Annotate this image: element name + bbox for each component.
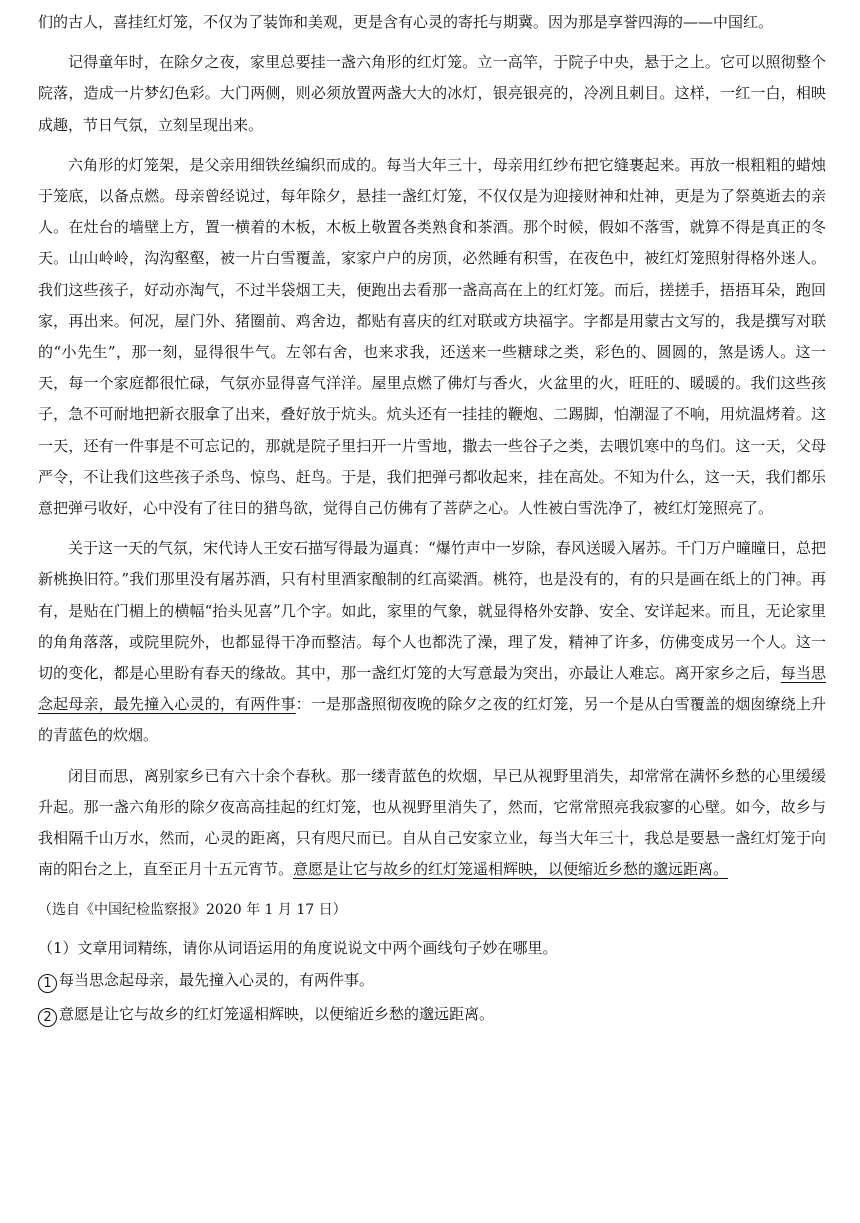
circled-number-1: 1 [38, 974, 57, 993]
circled-number-2: 2 [38, 1008, 57, 1027]
underlined-sentence-2: 意愿是让它与故乡的红灯笼遥相辉映，以便缩近乡愁的邈远距离。 [293, 860, 729, 879]
paragraph-4-text-a: 闭目而思，离别家乡已有六十余个春秋。那一缕青蓝色的炊烟，早已从视野里消失，却常常在满怀乡愁的心里缓缓升起。那一盏六角形的除夕夜高高挂起的红灯笼，也从视野里消失了，然而，它常常照亮我寂寥的心壁。如今，故乡与我相隔千山万水，然而，心灵的距离，只有咫尺而已。自从自己安家立业，每当大年三十，我总是要悬一盏红灯笼于向南的阳台之上，直至正月十五元宵节。 [38, 766, 826, 879]
paragraph-3-text-a: 关于这一天的气氛，宋代诗人王安石描写得最为逼真：“爆竹声中一岁除，春风送暖入屠苏。千门万户曈曈日，总把新桃换旧符。”我们那里没有屠苏酒，只有村里酒家酿制的红高粱酒。桃符，也是没有的，有的只是画在纸上的门神。再有，是贴在门楣上的横幅“抬头见喜”几个字。如此，家里的气象，就显得格外安静、安全、安详起来。而且，无论家里的角角落落，或院里院外，也都显得干净而整洁。每个人也都洗了澡，理了发，精神了许多，仿佛变成另一个人。这一切的变化，都是心里盼有春天的缘故。其中，那一盏红灯笼的大写意最为突出，亦最让人难忘。离开家乡之后， [38, 539, 826, 683]
question-prompt: （1）文章用词精练，请你从词语运用的角度说说文中两个画线句子妙在哪里。 [38, 939, 558, 958]
question-item-2-text: 意愿是让它与故乡的红灯笼遥相辉映，以便缩近乡愁的邈远距离。 [59, 1005, 495, 1024]
paragraph-4 [38, 761, 826, 886]
paragraph-2: 六角形的灯笼架，是父亲用细铁丝编织而成的。每当大年三十，母亲用红纱布把它缝裹起来。再放一根粗粗的蜡烛于笼底，以备点燃。母亲曾经说过，每年除夕，悬挂一盏红灯笼，不仅仅是为迎接财神和灶神，更是为了祭奠逝去的亲人。在灶台的墙壁上方，置一横着的木板，木板上敬置各类熟食和茶酒。那个时候，假如不落雪，就算不得是真正的冬天。山山岭岭，沟沟壑壑，被一片白雪覆盖，家家户户的房顶，必然睡有积雪，在夜色中，被红灯笼照射得格外迷人。我们这些孩子，好动亦淘气，不过半袋烟工夫，便跑出去看那一盏高高在上的红灯笼。而后，搓搓手，捂捂耳朵，跑回家，再出来。何况，屋门外、猪圈前、鸡舍边，都贴有喜庆的红对联或方块福字。字都是用蒙古文写的，我是撰写对联的“小先生”，那一刻，显得很牛气。左邻右舍，也来求我，还送来一些糖球之类，彩色的、圆圆的，煞是诱人。这一天，每一个家庭都很忙碌，气氛亦显得喜气洋洋。屋里点燃了佛灯与香火，火盆里的火，旺旺的、暖暖的。我们这些孩子，急不可耐地把新衣服拿了出来，叠好放于炕头。炕头还有一挂挂的鞭炮、二踢脚，怕潮湿了不响，用炕温烤着。这一天，还有一件事是不可忘记的，那就是院子里扫开一片雪地，撒去一些谷子之类，去喂饥寒中的鸟们。这一天，父母严令，不让我们这些孩子杀鸟、惊鸟、赶鸟。于是，我们把弹弓都收起来，挂在高处。不知为什么，这一天，我们都乐意把弹弓收好，心中没有了往日的猎鸟欲，觉得自己仿佛有了菩萨之心。人性被白雪洗净了，被红灯笼照亮了。 [38, 155, 826, 518]
underlined-sentence-1: 每当思念起母亲，最先撞入心灵的，有两件事 [38, 664, 826, 714]
source-citation: （选自《中国纪检监察报》2020 年 1 月 17 日） [38, 902, 347, 919]
paragraph-3-text-b: ：一是那盏照彻夜晚的除夕之夜的红灯笼，另一个是从白雪覆盖的烟囱缭绕上升的青蓝色的炊烟。 [38, 695, 826, 745]
paragraph-3 [38, 533, 826, 751]
paragraph-1: 记得童年时，在除夕之夜，家里总要挂一盏六角形的红灯笼。立一高竿，于院子中央，悬于之上。它可以照彻整个院落，造成一片梦幻色彩。大门两侧，则必须放置两盏大大的冰灯，银亮银亮的，冷冽且刺目。这样，一红一白，相映成趣，节日气氛，立刻呈现出来。 [38, 53, 826, 134]
question-item-1-text: 每当思念起母亲，最先撞入心灵的，有两件事。 [59, 971, 375, 990]
question-item-1 [38, 969, 826, 993]
paragraph-0: 们的古人，喜挂红灯笼，不仅为了装饰和美观，更是含有心灵的寄托与期冀。因为那是享誉四海的——中国红。 [38, 13, 774, 31]
document-page [0, 7, 860, 1223]
question-item-2 [38, 1003, 826, 1027]
